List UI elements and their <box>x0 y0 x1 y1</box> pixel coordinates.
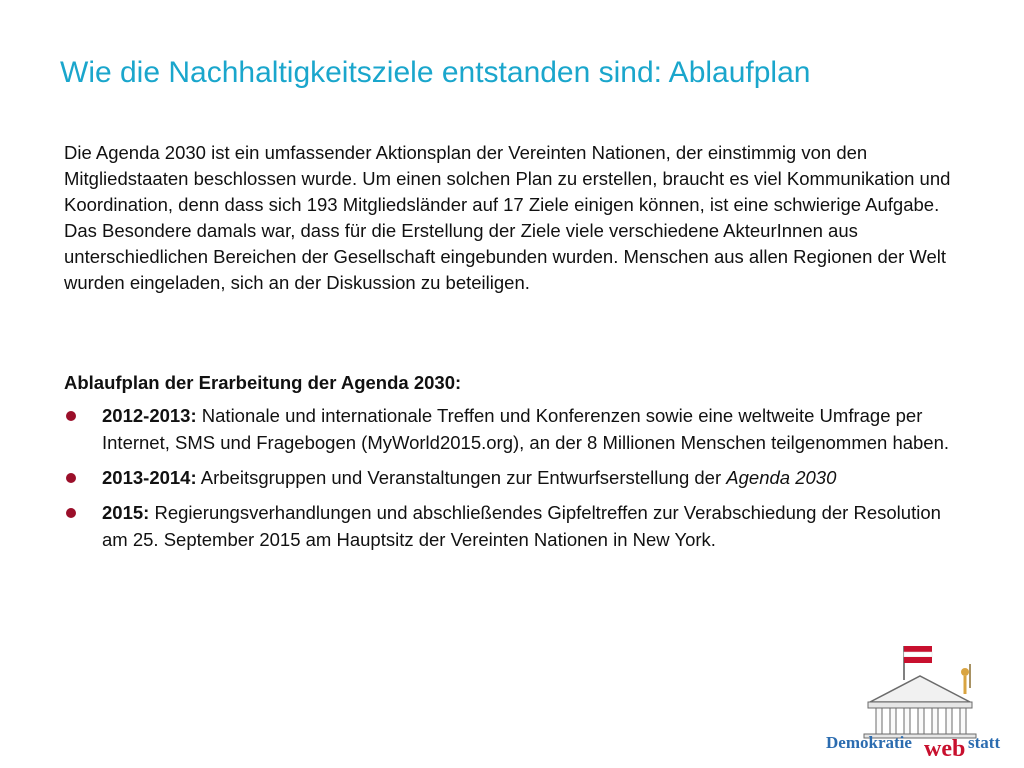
section-heading: Ablaufplan der Erarbeitung der Agenda 2030: <box>64 372 462 393</box>
logo-text-web: web <box>924 736 966 762</box>
timeline-text: Regierungsverhandlungen und abschließendes Gipfeltreffen zur Verabschiedung der Resolution am 25. September 2015 am Hauptsitz der Vereinten Nationen in New York. <box>102 502 941 550</box>
timeline-item <box>64 499 964 553</box>
timeline-text: Nationale und internationale Treffen und Konferenzen sowie eine weltweite Umfrage per Internet, SMS und Fragebogen (MyWorld2015.org), an der 8 Millionen Menschen teilgenommen haben. <box>102 405 950 453</box>
logo-text-statt: statt <box>968 733 1001 752</box>
slide-title: Wie die Nachhaltigkeitsziele entstanden sind: Ablaufplan <box>60 56 811 89</box>
timeline-text: Arbeitsgruppen und Veranstaltungen zur Entwurfserstellung der <box>196 467 727 488</box>
timeline-period: 2012-2013: <box>102 405 197 426</box>
timeline-item <box>64 464 964 491</box>
logo-text-demokratie: Demokratie <box>826 733 912 752</box>
bullet-dot-icon <box>66 411 76 421</box>
bullet-dot-icon <box>66 508 76 518</box>
timeline-period: 2013-2014: <box>102 467 197 488</box>
intro-paragraph: Die Agenda 2030 ist ein umfassender Aktionsplan der Vereinten Nationen, der einstimmig von den Mitgliedstaaten beschlossen wurde. Um einen solchen Plan zu erstellen, braucht es viel Kommunikation und Koordination, denn dass sich 193 Mitgliedsländer auf 17 Ziele einigen können, ist eine schwierige Aufgabe. Das Besondere damals war, dass für die Erstellung der Ziele viele verschiedene AkteurInnen aus unterschiedlichen Bereichen der Gesellschaft eingebunden wurden. Menschen aus allen Regionen der Welt wurden eingeladen, sich an der Diskussion zu beteiligen. <box>64 142 951 293</box>
demokratiewebstatt-logo <box>820 640 1020 764</box>
timeline-period: 2015: <box>102 502 150 523</box>
timeline-emphasis: Agenda 2030 <box>726 467 837 488</box>
bullet-dot-icon <box>66 473 76 483</box>
timeline-item <box>64 402 964 456</box>
timeline-list <box>64 402 964 561</box>
parliament-building-icon <box>864 646 976 738</box>
